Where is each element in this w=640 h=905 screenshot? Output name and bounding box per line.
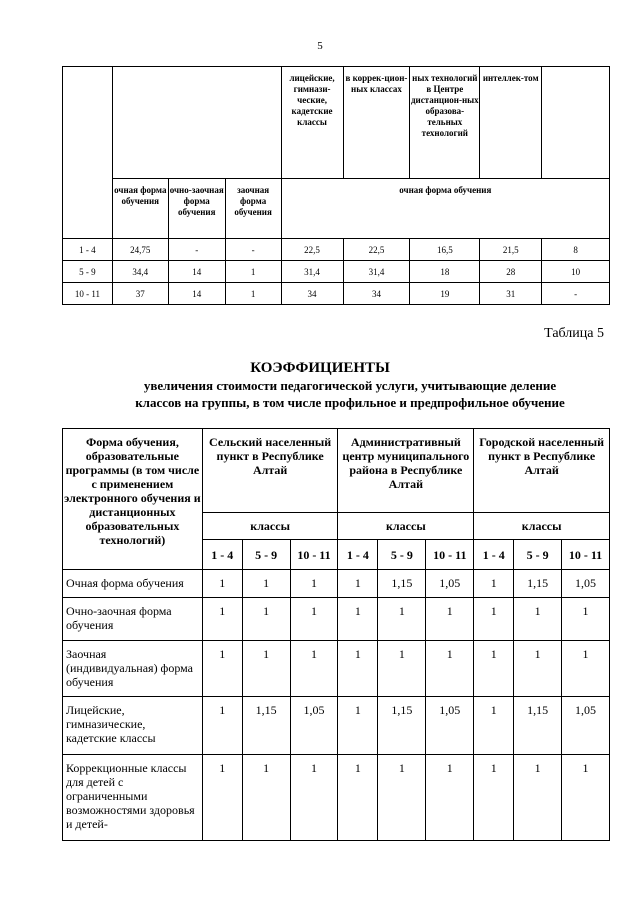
grade-header: 10 - 11	[426, 540, 474, 570]
value-cell: 1	[338, 697, 378, 755]
grade-cell: 10 - 11	[63, 283, 113, 305]
value-cell: 1	[225, 283, 281, 305]
value-cell: 1	[514, 598, 562, 641]
value-cell: 1,15	[514, 570, 562, 598]
value-cell: 1	[562, 598, 610, 641]
value-cell: 1	[242, 755, 290, 841]
table-row	[63, 641, 610, 697]
value-cell: 1,05	[562, 570, 610, 598]
value-cell: 1	[290, 598, 338, 641]
form-fulltime: очная форма обучения	[112, 179, 168, 239]
grade-header: 5 - 9	[514, 540, 562, 570]
table-caption: Таблица 5	[544, 326, 604, 341]
value-cell: 1	[474, 641, 514, 697]
value-cell: 14	[168, 261, 225, 283]
value-cell: -	[542, 283, 610, 305]
value-cell: 1	[242, 570, 290, 598]
value-cell: 1	[378, 755, 426, 841]
value-cell: 34	[343, 283, 410, 305]
classes-label: классы	[338, 513, 474, 540]
value-cell: 1	[514, 755, 562, 841]
table-row	[63, 697, 610, 755]
value-cell: 1	[202, 598, 242, 641]
value-cell: 1,15	[378, 570, 426, 598]
value-cell: 1	[338, 755, 378, 841]
value-cell: 1	[338, 641, 378, 697]
header-lyceum: лицейские, гимнази-ческие, кадетские классы	[281, 67, 343, 179]
value-cell: 1	[426, 641, 474, 697]
header-distance-center: ных технологий в Центре дистанцион-ных образова-тельных технологий	[410, 67, 480, 179]
classes-label: классы	[202, 513, 338, 540]
value-cell: 8	[542, 239, 610, 261]
value-cell: 1,05	[562, 697, 610, 755]
header-intellect: интеллек-том	[480, 67, 542, 179]
empty-header-cell	[542, 67, 610, 179]
grade-header: 1 - 4	[474, 540, 514, 570]
grade-header-cell	[63, 67, 113, 239]
value-cell: 1	[426, 598, 474, 641]
group-header-urban: Городской населенный пункт в Республике Алтай	[474, 429, 610, 513]
value-cell: 1	[562, 641, 610, 697]
group-header-rural: Сельский населенный пункт в Республике Алтай	[202, 429, 338, 513]
value-cell: 22,5	[281, 239, 343, 261]
value-cell: 1,15	[514, 697, 562, 755]
value-cell: 1	[290, 570, 338, 598]
value-cell: 24,75	[112, 239, 168, 261]
form-extramural: заочная форма обучения	[225, 179, 281, 239]
table-row	[63, 570, 610, 598]
value-cell: 31,4	[343, 261, 410, 283]
subtitle-line: увеличения стоимости педагогической услуги, учитывающие деление	[143, 378, 557, 393]
value-cell: 1	[290, 755, 338, 841]
row-label: Заочная (индивидуальная) форма обучения	[63, 641, 203, 697]
value-cell: 34,4	[112, 261, 168, 283]
value-cell: 16,5	[410, 239, 480, 261]
coefficients-table	[62, 428, 610, 841]
subtitle-line: классов на группы, в том числе профильное и предпрофильное обучение	[135, 395, 565, 410]
row-label: Очная форма обучения	[63, 570, 203, 598]
form-parttime: очно-заочная форма обучения	[168, 179, 225, 239]
row-label	[63, 755, 203, 841]
grade-header: 1 - 4	[202, 540, 242, 570]
table-row	[63, 261, 610, 283]
value-cell: -	[225, 239, 281, 261]
value-cell: 31	[480, 283, 542, 305]
group-header-admin-center: Административный центр муниципального района в Республике Алтай	[338, 429, 474, 513]
value-cell: 37	[112, 283, 168, 305]
document-subtitle	[80, 377, 620, 411]
grade-header: 10 - 11	[562, 540, 610, 570]
form-fulltime-merged: очная форма обучения	[281, 179, 609, 239]
value-cell: 1	[202, 570, 242, 598]
value-cell: 1,05	[290, 697, 338, 755]
table-row	[63, 239, 610, 261]
value-cell: 1	[474, 598, 514, 641]
value-cell: 31,4	[281, 261, 343, 283]
value-cell: 1,05	[426, 697, 474, 755]
value-cell: 1	[202, 697, 242, 755]
row-label-line: Очно-заочная форма обучения	[66, 604, 172, 632]
value-cell: 1	[426, 755, 474, 841]
value-cell: 1	[338, 570, 378, 598]
value-cell: 1	[514, 641, 562, 697]
page-number: 5	[317, 40, 323, 52]
value-cell: 1,15	[242, 697, 290, 755]
value-cell: 1	[474, 755, 514, 841]
grade-header: 5 - 9	[242, 540, 290, 570]
value-cell: 34	[281, 283, 343, 305]
table-row	[63, 283, 610, 305]
value-cell: 1	[378, 598, 426, 641]
value-cell: 19	[410, 283, 480, 305]
value-cell: 1	[202, 641, 242, 697]
value-cell: 1	[290, 641, 338, 697]
classes-label: классы	[474, 513, 610, 540]
grade-cell: 5 - 9	[63, 261, 113, 283]
grade-header: 1 - 4	[338, 540, 378, 570]
value-cell: 1	[202, 755, 242, 841]
value-cell: 21,5	[480, 239, 542, 261]
grade-cell: 1 - 4	[63, 239, 113, 261]
value-cell: 28	[480, 261, 542, 283]
value-cell: 1	[378, 641, 426, 697]
value-cell: 1	[474, 697, 514, 755]
continuation-table	[62, 66, 610, 305]
grade-header: 5 - 9	[378, 540, 426, 570]
value-cell: 1,05	[426, 570, 474, 598]
table-row	[63, 755, 610, 841]
header-correction: в коррек-цион-ных классах	[343, 67, 410, 179]
value-cell: 10	[542, 261, 610, 283]
value-cell: 1	[242, 598, 290, 641]
value-cell: 1	[338, 598, 378, 641]
value-cell: 1	[562, 755, 610, 841]
value-cell: 14	[168, 283, 225, 305]
corner-header: Форма обучения, образовательные программы (в том числе с применением электронного обучения и дистанционных образовательных технологий)	[63, 429, 203, 570]
value-cell: 1,15	[378, 697, 426, 755]
row-label: Лицейские, гимназические, кадетские классы	[63, 697, 203, 755]
table-row	[63, 598, 610, 641]
document-title: КОЭФФИЦИЕНТЫ	[250, 360, 390, 376]
grade-header: 10 - 11	[290, 540, 338, 570]
value-cell: 22,5	[343, 239, 410, 261]
value-cell: 18	[410, 261, 480, 283]
value-cell: 1	[474, 570, 514, 598]
value-cell: -	[168, 239, 225, 261]
empty-header-cell	[112, 67, 281, 179]
row-label-line: Коррекционные классы для детей с ограниченными возможностями здоровья и детей-	[66, 761, 195, 831]
row-label	[63, 598, 203, 641]
value-cell: 1	[225, 261, 281, 283]
value-cell: 1	[242, 641, 290, 697]
